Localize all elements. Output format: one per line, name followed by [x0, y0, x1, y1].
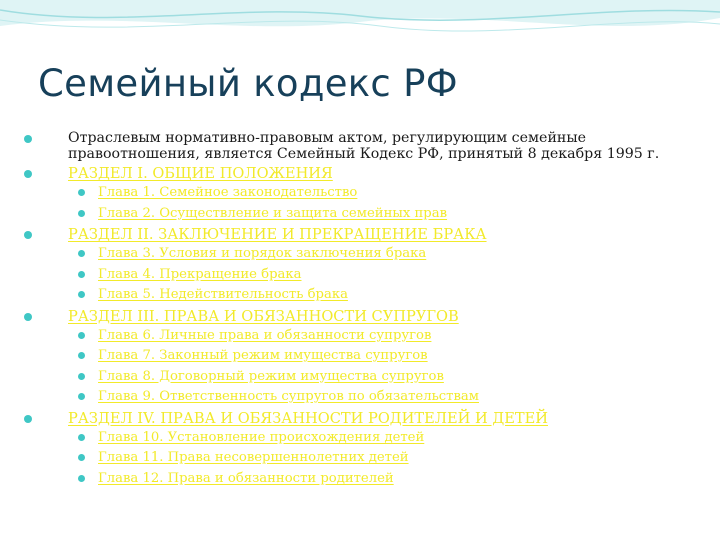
bullet-icon — [78, 393, 85, 400]
page-title: Семейный кодекс РФ — [38, 62, 458, 105]
chapter-label: Глава 6. Личные права и обязанности супругов — [98, 327, 432, 343]
chapter-label: Глава 11. Права несовершеннолетних детей — [98, 450, 409, 465]
section-group — [20, 410, 700, 490]
sections-list — [20, 165, 700, 489]
section-link[interactable] — [20, 308, 700, 326]
bullet-icon — [24, 415, 32, 423]
chapter-label: Глава 10. Установление происхождения детей — [98, 429, 425, 445]
chapter-link[interactable] — [20, 204, 700, 225]
section-link[interactable] — [20, 165, 700, 183]
bullet-icon — [78, 250, 85, 257]
bullet-icon — [78, 332, 85, 339]
section-group — [20, 226, 700, 306]
section-label: РАЗДЕЛ II. ЗАКЛЮЧЕНИЕ И ПРЕКРАЩЕНИЕ БРАКА — [68, 226, 487, 243]
bullet-icon — [78, 271, 85, 278]
intro-paragraph — [20, 130, 700, 162]
chapter-label: Глава 9. Ответственность супругов по обязательствам — [98, 389, 479, 404]
decorative-wave — [0, 0, 720, 60]
intro-text: Отраслевым нормативно-правовым актом, регулирующим семейные правоотношения, является Семейный Кодекс РФ, принятый 8 декабря 1995 г. — [68, 130, 660, 162]
section-label: РАЗДЕЛ IV. ПРАВА И ОБЯЗАННОСТИ РОДИТЕЛЕЙ И ДЕТЕЙ — [68, 409, 548, 427]
chapter-label: Глава 7. Законный режим имущества супругов — [98, 348, 428, 363]
content-outline — [20, 130, 700, 491]
chapter-label: Глава 2. Осуществление и защита семейных прав — [98, 205, 448, 221]
bullet-icon — [78, 291, 85, 298]
chapter-link[interactable] — [20, 428, 700, 449]
bullet-icon — [24, 135, 32, 143]
bullet-icon — [78, 373, 85, 380]
chapter-link[interactable] — [20, 387, 700, 408]
bullet-icon — [24, 170, 32, 178]
chapter-link[interactable] — [20, 265, 700, 286]
bullet-icon — [24, 313, 32, 321]
bullet-icon — [78, 352, 85, 359]
chapter-link[interactable] — [20, 367, 700, 388]
chapter-link[interactable] — [20, 469, 700, 490]
section-group — [20, 165, 700, 224]
bullet-icon — [78, 189, 85, 196]
chapter-link[interactable] — [20, 244, 700, 265]
chapter-label: Глава 4. Прекращение брака — [98, 266, 302, 282]
section-label: РАЗДЕЛ III. ПРАВА И ОБЯЗАННОСТИ СУПРУГОВ — [68, 307, 459, 325]
chapter-label: Глава 12. Права и обязанности родителей — [98, 470, 394, 486]
bullet-icon — [78, 454, 85, 461]
section-link[interactable] — [20, 410, 700, 428]
chapter-label: Глава 5. Недействительность брака — [98, 287, 348, 302]
chapter-link[interactable] — [20, 448, 700, 469]
bullet-icon — [78, 210, 85, 217]
chapter-label: Глава 3. Условия и порядок заключения брака — [98, 246, 427, 261]
chapter-link[interactable] — [20, 346, 700, 367]
bullet-icon — [24, 231, 32, 239]
section-link[interactable] — [20, 226, 700, 244]
section-group — [20, 308, 700, 408]
bullet-icon — [78, 475, 85, 482]
bullet-icon — [78, 434, 85, 441]
chapter-link[interactable] — [20, 183, 700, 204]
chapter-link[interactable] — [20, 285, 700, 306]
chapter-label: Глава 1. Семейное законодательство — [98, 185, 358, 200]
chapter-label: Глава 8. Договорный режим имущества супругов — [98, 368, 444, 384]
section-label: РАЗДЕЛ I. ОБЩИЕ ПОЛОЖЕНИЯ — [68, 165, 333, 182]
chapter-link[interactable] — [20, 326, 700, 347]
